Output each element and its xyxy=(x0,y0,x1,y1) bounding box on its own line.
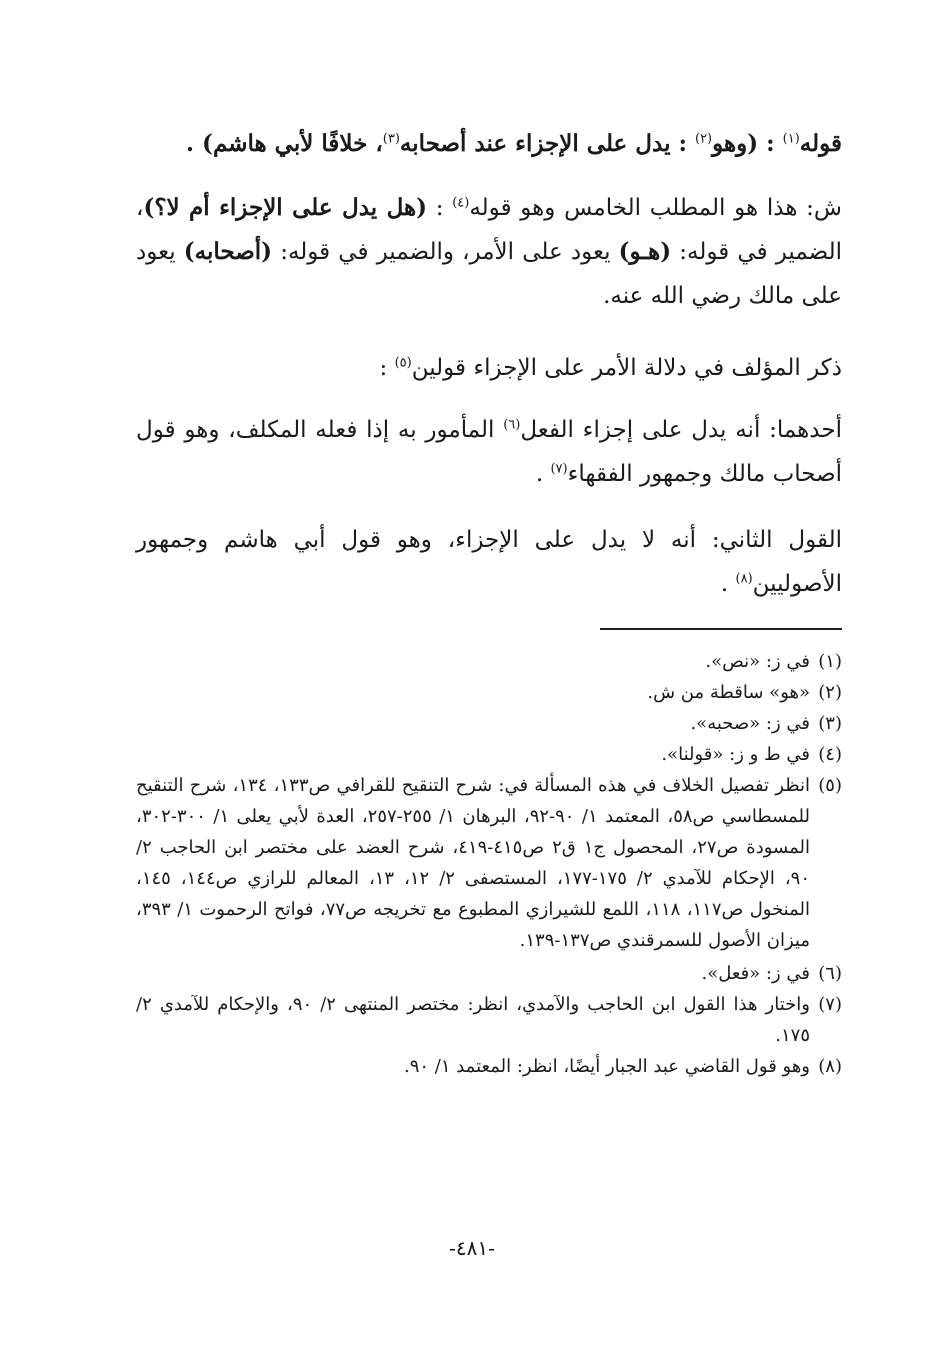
footnote-number: (٨) xyxy=(818,1056,842,1077)
body-text: : xyxy=(427,195,453,221)
footnote-ref-8[interactable]: (٨) xyxy=(735,571,753,587)
footnote-text: في ز: «صحبه». xyxy=(690,713,810,734)
footnote-number: (٤) xyxy=(818,744,842,765)
matn-word: قوله xyxy=(799,130,842,157)
body-text: أحدهما: أنه يدل على إجزاء الفعل xyxy=(520,417,842,443)
footnote-item xyxy=(136,677,842,708)
footnote-ref-6[interactable]: (٦) xyxy=(503,417,521,433)
footnote-divider xyxy=(600,628,842,630)
body-text: القول الثاني: أنه لا يدل على الإجزاء، وهو قول أبي هاشم وجمهور الأصوليين xyxy=(136,527,842,597)
body-text: . xyxy=(720,571,736,597)
footnote-text: «هو» ساقطة من ش. xyxy=(647,682,810,703)
footnote-number: (٥) xyxy=(818,775,842,796)
quoted-matn: (أصحابه) xyxy=(183,238,273,265)
body-text: : xyxy=(379,355,395,381)
footnote-item xyxy=(136,708,842,739)
footnote-text: واختار هذا القول ابن الحاجب والآمدي، انظر: مختصر المنتهى ٢/ ٩٠، والإحكام للآمدي ٢/ ١٧٥. xyxy=(136,994,810,1046)
footnotes-section xyxy=(136,646,842,1082)
footnote-item xyxy=(136,1051,842,1082)
footnote-ref-3[interactable]: (٣) xyxy=(382,131,400,147)
footnote-item xyxy=(136,958,842,989)
paragraph-first-opinion xyxy=(136,408,842,496)
footnote-number: (٣) xyxy=(818,713,842,734)
footnote-ref-4[interactable]: (٤) xyxy=(452,195,470,211)
footnote-text: في ط و ز: «قولنا». xyxy=(661,744,810,765)
footnote-item xyxy=(136,646,842,677)
paragraph-intro xyxy=(136,346,842,390)
body-text: ش: هذا هو المطلب الخامس وهو قوله xyxy=(469,195,842,221)
footnote-item xyxy=(136,989,842,1051)
paragraph-sharh xyxy=(136,186,842,318)
page-number: -٤٨١- xyxy=(449,1236,495,1260)
footnote-number: (٢) xyxy=(818,682,842,703)
footnote-number: (١) xyxy=(818,651,842,672)
footnote-item xyxy=(136,739,842,770)
body-text: ، الضمير في قوله: xyxy=(136,195,842,265)
footnote-text: في ز: «فعل». xyxy=(701,963,810,984)
quoted-matn: (هـو) xyxy=(618,238,672,265)
quoted-matn: (هل يدل على الإجزاء أم لا؟) xyxy=(143,194,428,221)
paragraph-second-opinion xyxy=(136,518,842,606)
footnote-text: وهو قول القاضي عبد الجبار أيضًا، انظر: المعتمد ١/ ٩٠. xyxy=(403,1056,810,1077)
footnote-ref-5[interactable]: (٥) xyxy=(394,355,412,371)
matn-text: ، خلافًا لأبي هاشم) . xyxy=(186,130,383,157)
body-text: ذكر المؤلف في دلالة الأمر على الإجزاء قولين xyxy=(411,355,842,381)
body-text: المأمور به إذا فعله المكلف، وهو قول أصحاب مالك وجمهور الفقهاء xyxy=(136,417,842,487)
footnote-ref-1[interactable]: (١) xyxy=(782,131,800,147)
footnote-number: (٦) xyxy=(818,963,842,984)
footnote-ref-7[interactable]: (٧) xyxy=(550,461,568,477)
footnote-item xyxy=(136,770,842,956)
matn-text: : يدل على الإجزاء عند أصحابه xyxy=(399,130,695,157)
matn-text: : (وهو xyxy=(712,130,783,157)
paragraph-matn xyxy=(136,122,842,166)
body-text: يعود على الأمر، والضمير في قوله: xyxy=(272,239,619,265)
body-text: . xyxy=(535,461,551,487)
footnote-text: انظر تفصيل الخلاف في هذه المسألة في: شرح التنقيح للقرافي ص١٣٣، ١٣٤، شرح التنقيح للمسطاسي ص٥٨، المعتمد ١/ ٩٠-٩٢، البرهان ١/ ٢٥٥-٢٥٧، العدة لأبي يعلى ١/ ٣٠٠-٣٠٢، المسودة ص٢٧، المحصول ج١ ق٢ ص٤١٥-٤١٩، شرح العضد على مختصر ابن الحاجب ٢/ ٩٠، الإحكام للآمدي ٢/ ١٧٥-١٧٧، المستصفى ٢/ ١٢، ١٣، المعالم للرازي ص١٤٤، ١٤٥، المنخول ص١١٧، ١١٨، اللمع للشيرازي المطبوع مع تخريجه ص٧٧، فواتح الرحموت ١/ ٣٩٣، ميزان الأصول للسمرقندي ص١٣٧-١٣٩. xyxy=(136,775,811,951)
footnote-ref-2[interactable]: (٢) xyxy=(694,131,713,147)
footnote-text: في ز: «نص». xyxy=(705,651,810,672)
body-text: يعود على مالك رضي الله عنه. xyxy=(136,239,842,309)
footnote-number: (٧) xyxy=(818,994,842,1015)
